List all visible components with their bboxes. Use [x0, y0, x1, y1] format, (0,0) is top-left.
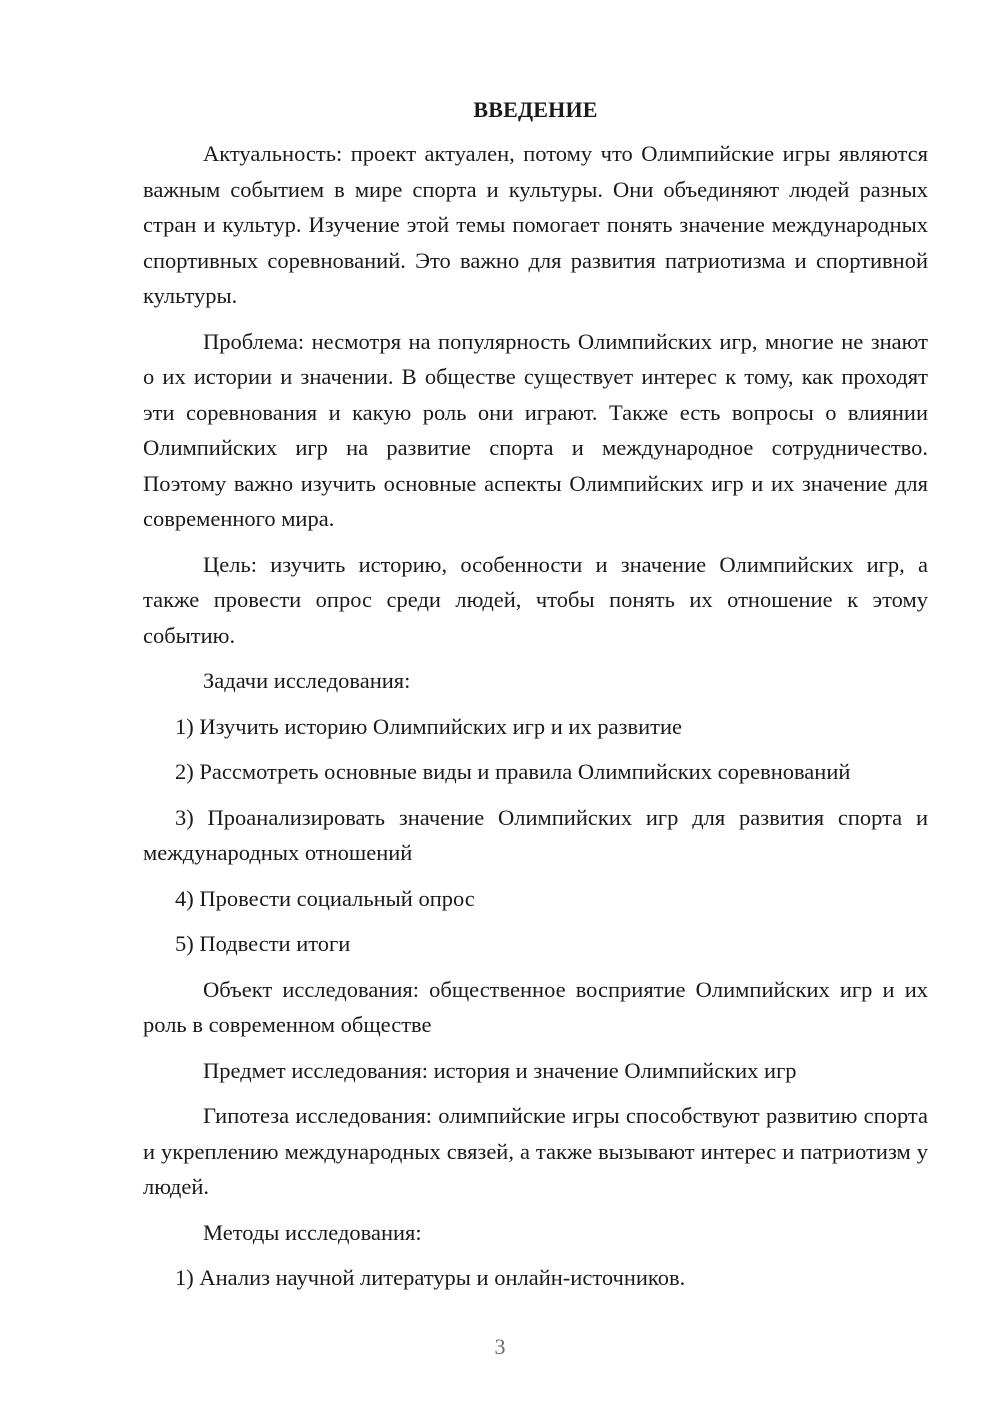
document-page [143, 96, 928, 1306]
methods-list [143, 1260, 928, 1296]
subject-paragraph: Предмет исследования: история и значение Олимпийских игр [203, 1057, 797, 1083]
relevance-paragraph: Актуальность: проект актуален, потому что Олимпийские игры являются важным событием в мире спорта и культуры. Они объединяют людей разных стран и культур. Изучение этой темы помогает понять значение международных спортивных соревнований. Это важно для развития патриотизма и спортивной культуры. [143, 141, 928, 308]
problem-paragraph: Проблема: несмотря на популярность Олимпийских игр, многие не знают о их истории и значении. В обществе существует интерес к тому, как проходят эти соревнования и какую роль они играют. Также есть вопросы о влиянии Олимпийских игр на развитие спорта и международное сотрудничество. Поэтому важно изучить основные аспекты Олимпийских игр и их значение для современного мира. [143, 328, 928, 531]
list-item: 4) Провести социальный опрос [175, 885, 475, 911]
tasks-heading: Задачи исследования: [203, 668, 411, 693]
object-paragraph: Объект исследования: общественное восприятие Олимпийских игр и их роль в современном обществе [143, 976, 928, 1037]
list-item: 1) Изучить историю Олимпийских игр и их развитие [175, 713, 682, 739]
list-item: 5) Подвести итоги [175, 931, 351, 956]
page-title: ВВЕДЕНИЕ [473, 97, 598, 122]
tasks-list [143, 709, 928, 962]
methods-heading: Методы исследования: [203, 1219, 422, 1245]
list-item: 1) Анализ научной литературы и онлайн-источников. [175, 1265, 686, 1290]
list-item: 2) Рассмотреть основные виды и правила Олимпийских соревнований [175, 759, 851, 784]
goal-paragraph: Цель: изучить историю, особенности и значение Олимпийских игр, а также провести опрос среди людей, чтобы понять их отношение к этому событию. [143, 551, 928, 648]
hypothesis-paragraph: Гипотеза исследования: олимпийские игры способствуют развитию спорта и укреплению международных связей, а также вызывают интерес и патриотизм у людей. [143, 1103, 928, 1199]
page-number: 3 [494, 1334, 506, 1359]
list-item: 3) Проанализировать значение Олимпийских игр для развития спорта и международных отношений [143, 804, 928, 865]
